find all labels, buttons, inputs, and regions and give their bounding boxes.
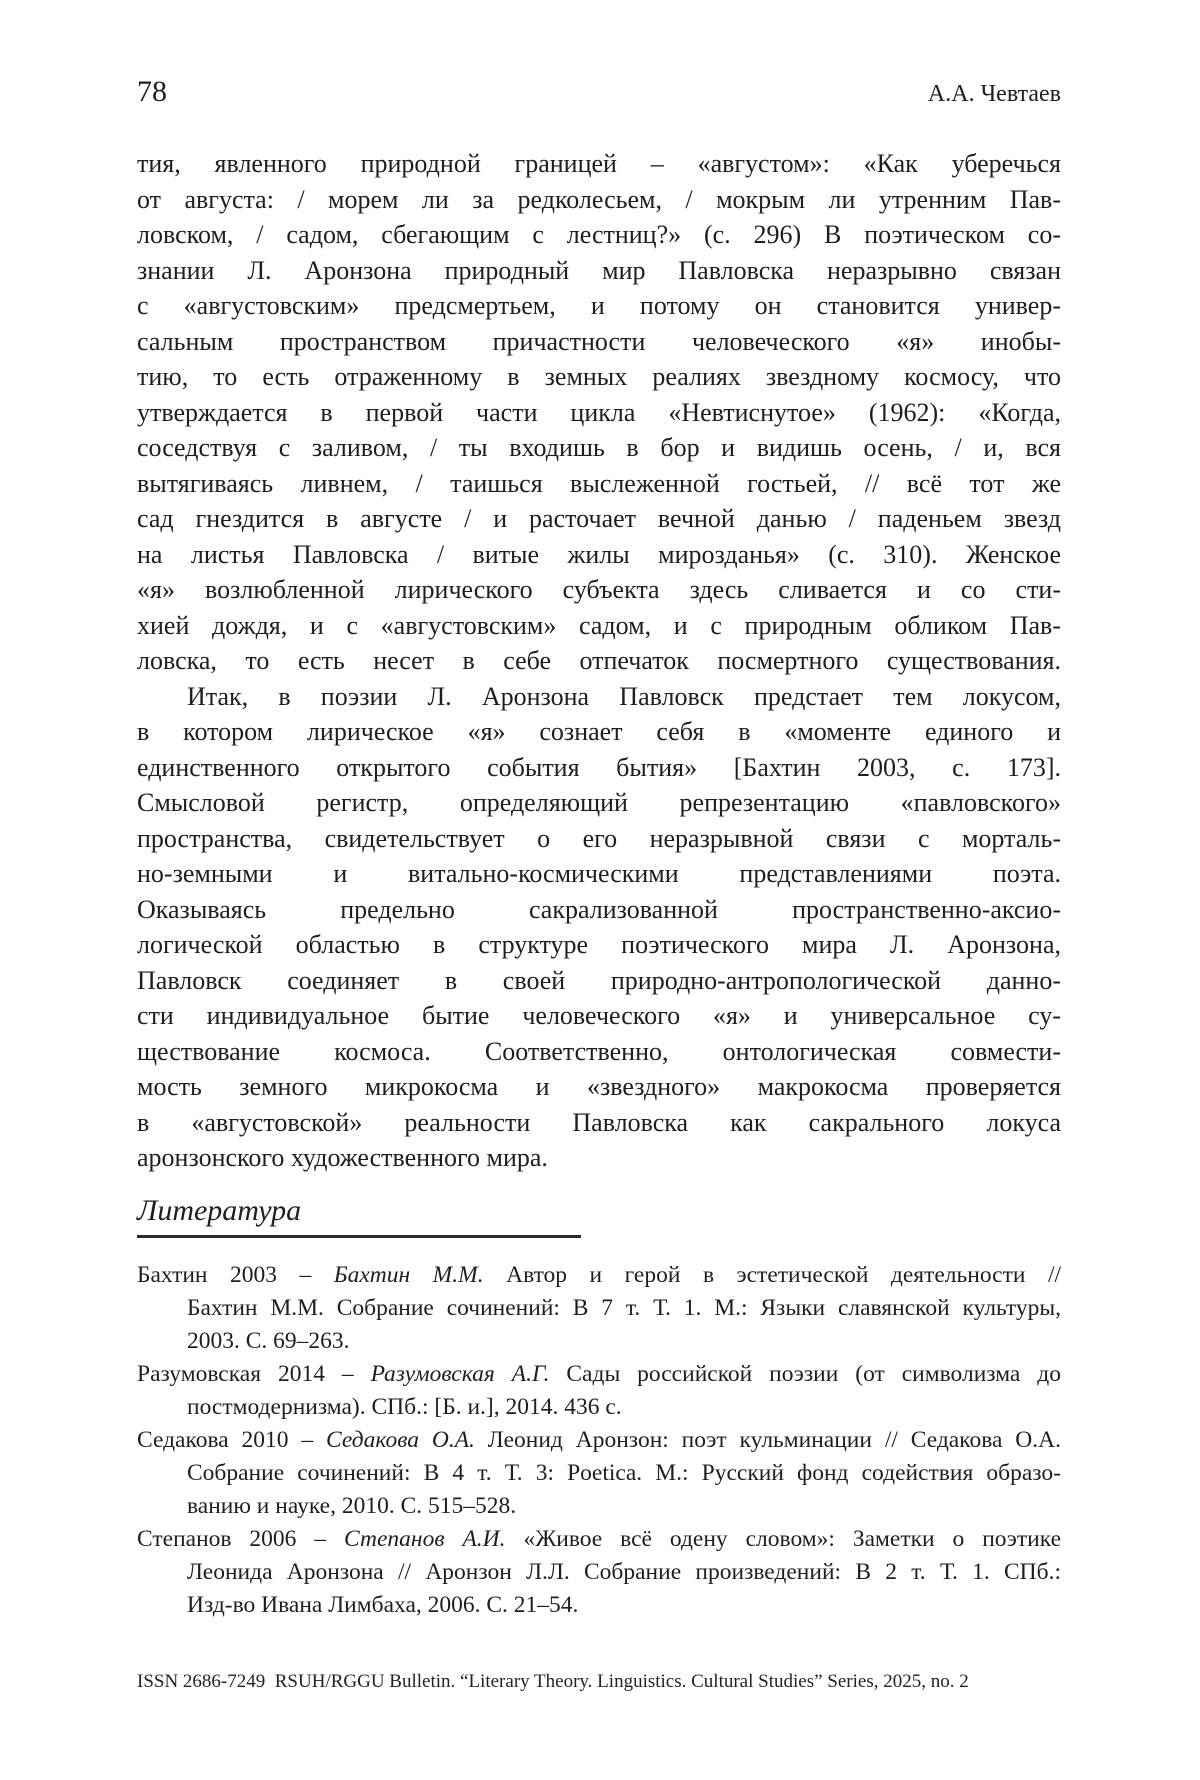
reference-text: Степанов 2006 –: [137, 1526, 345, 1552]
body-line: ществование космоса. Соответственно, онтологическая совмести-: [137, 1036, 1061, 1066]
body-line: ловска, то есть несет в себе отпечаток посмертного существования.: [137, 646, 1061, 675]
body-line: Смысловой регистр, определяющий репрезентацию «павловского»: [137, 788, 1061, 817]
reference-text: постмодернизма). СПб.: [Б. и.], 2014. 436 с.: [187, 1394, 622, 1420]
running-header: [137, 76, 1061, 110]
reference-line: [137, 1424, 1061, 1457]
reference-text: ванию и науке, 2010. С. 515–528.: [187, 1493, 517, 1519]
article-body: [137, 146, 1061, 1176]
reference-line: [137, 1589, 1061, 1622]
running-author: А.А. Чевтаев: [927, 81, 1061, 107]
body-line: соседствуя с заливом, / ты входишь в бор и видишь осень, / и, вся: [137, 433, 1061, 462]
body-line: логической областью в структуре поэтического мира Л. Аронзона,: [137, 930, 1061, 959]
body-line: от августа: / морем ли за редколесьем, / мокрым ли утренним Пав-: [137, 184, 1061, 214]
reference-author-italic: Седакова О.А.: [326, 1427, 475, 1453]
bibliography-heading: Литература: [137, 1194, 302, 1227]
reference-text: Изд-во Ивана Лимбаха, 2006. С. 21–54.: [187, 1592, 579, 1618]
reference-text: Бахтин 2003 –: [137, 1262, 334, 1288]
reference-line: [137, 1490, 1061, 1523]
reference-text: Автор и герой в эстетической деятельности //: [483, 1262, 1061, 1288]
body-line: но-земными и витально-космическими представлениями поэта.: [137, 859, 1061, 888]
body-line: Итак, в поэзии Л. Аронзона Павловск предстает тем локусом,: [187, 681, 1061, 711]
body-line: аронзонского художественного мира.: [137, 1143, 548, 1172]
body-line: тия, явленного природной границей – «августом»: «Как уберечься: [137, 149, 1061, 178]
paragraph: [137, 146, 1061, 679]
body-line: в котором лирическое «я» сознает себя в «моменте единого и: [137, 717, 1061, 746]
reference-list: [137, 1259, 1061, 1622]
reference-line: [137, 1292, 1061, 1325]
page-footer: ISSN 2686-7249 RSUH/RGGU Bulletin. “Literary Theory. Linguistics. Cultural Studies” Series, 2025, no. 2: [137, 1671, 969, 1692]
body-line: сад гнездится в августе / и расточает вечной данью / паденьем звезд: [137, 504, 1061, 533]
reference-text: Леонида Аронзона // Аронзон Л.Л. Собрание произведений: В 2 т. Т. 1. СПб.:: [187, 1559, 1061, 1585]
reference-line: [137, 1457, 1061, 1490]
body-line: на листья Павловска / витые жилы мирозданья» (с. 310). Женское: [137, 539, 1061, 569]
body-line: знании Л. Аронзона природный мир Павловска неразрывно связан: [137, 255, 1061, 285]
reference-line: [137, 1523, 1061, 1556]
body-line: тию, то есть отраженному в земных реалиях звездному космосу, что: [137, 362, 1061, 391]
body-line: утверждается в первой части цикла «Невтиснутое» (1962): «Когда,: [137, 397, 1061, 427]
body-line: сальным пространством причастности человеческого «я» инобы-: [137, 326, 1061, 356]
reference-author-italic: Степанов А.И.: [344, 1526, 506, 1552]
body-line: Оказываясь предельно сакрализованной пространственно-аксио-: [137, 894, 1061, 924]
reference-line: [137, 1358, 1061, 1391]
reference-line: [137, 1259, 1061, 1292]
reference-text: 2003. С. 69–263.: [187, 1328, 350, 1354]
page-number: 78: [137, 75, 167, 108]
reference-text: Бахтин М.М. Собрание сочинений: В 7 т. Т. 1. М.: Языки славянской культуры,: [187, 1295, 1061, 1321]
reference-entry: [137, 1523, 1061, 1622]
body-line: в «августовской» реальности Павловска как сакрального локуса: [137, 1107, 1061, 1137]
body-line: хией дождя, и с «августовским» садом, и с природным обликом Пав-: [137, 610, 1061, 640]
heading-rule: [137, 1235, 581, 1238]
body-line: пространства, свидетельствует о его неразрывной связи с морталь-: [137, 823, 1061, 853]
body-line: сти индивидуальное бытие человеческого «я» и универсальное су-: [137, 1001, 1061, 1030]
body-line: ловском, / садом, сбегающим с лестниц?» (с. 296) В поэтическом со-: [137, 220, 1061, 249]
reference-line: [137, 1556, 1061, 1589]
body-line: мость земного микрокосма и «звездного» макрокосма проверяется: [137, 1072, 1061, 1101]
reference-line: [137, 1325, 1061, 1358]
reference-text: Собрание сочинений: В 4 т. Т. 3: Poetica. М.: Русский фонд содействия образо-: [187, 1460, 1061, 1486]
reference-author-italic: Разумовская А.Г.: [370, 1361, 550, 1387]
body-line: вытягиваясь ливнем, / таишься выслеженной гостьей, // всё тот же: [137, 468, 1061, 498]
reference-text: «Живое всё одену словом»: Заметки о поэтике: [505, 1526, 1061, 1552]
body-line: единственного открытого события бытия» [Бахтин 2003, с. 173].: [137, 752, 1061, 782]
reference-text: Седакова 2010 –: [137, 1427, 327, 1453]
reference-text: Леонид Аронзон: поэт кульминации // Седакова О.А.: [474, 1427, 1061, 1453]
paragraph: [137, 679, 1061, 1176]
reference-entry: [137, 1424, 1061, 1523]
reference-line: [137, 1391, 1061, 1424]
reference-author-italic: Бахтин М.М.: [333, 1262, 484, 1288]
body-line: «я» возлюбленной лирического субъекта здесь сливается и со сти-: [137, 575, 1061, 604]
body-line: с «августовским» предсмертьем, и потому он становится универ-: [137, 291, 1061, 320]
reference-text: Разумовская 2014 –: [137, 1361, 371, 1387]
reference-entry: [137, 1358, 1061, 1424]
body-line: Павловск соединяет в своей природно-антропологической данно-: [137, 965, 1061, 995]
reference-entry: [137, 1259, 1061, 1358]
reference-text: Сады российской поэзии (от символизма до: [549, 1361, 1061, 1387]
